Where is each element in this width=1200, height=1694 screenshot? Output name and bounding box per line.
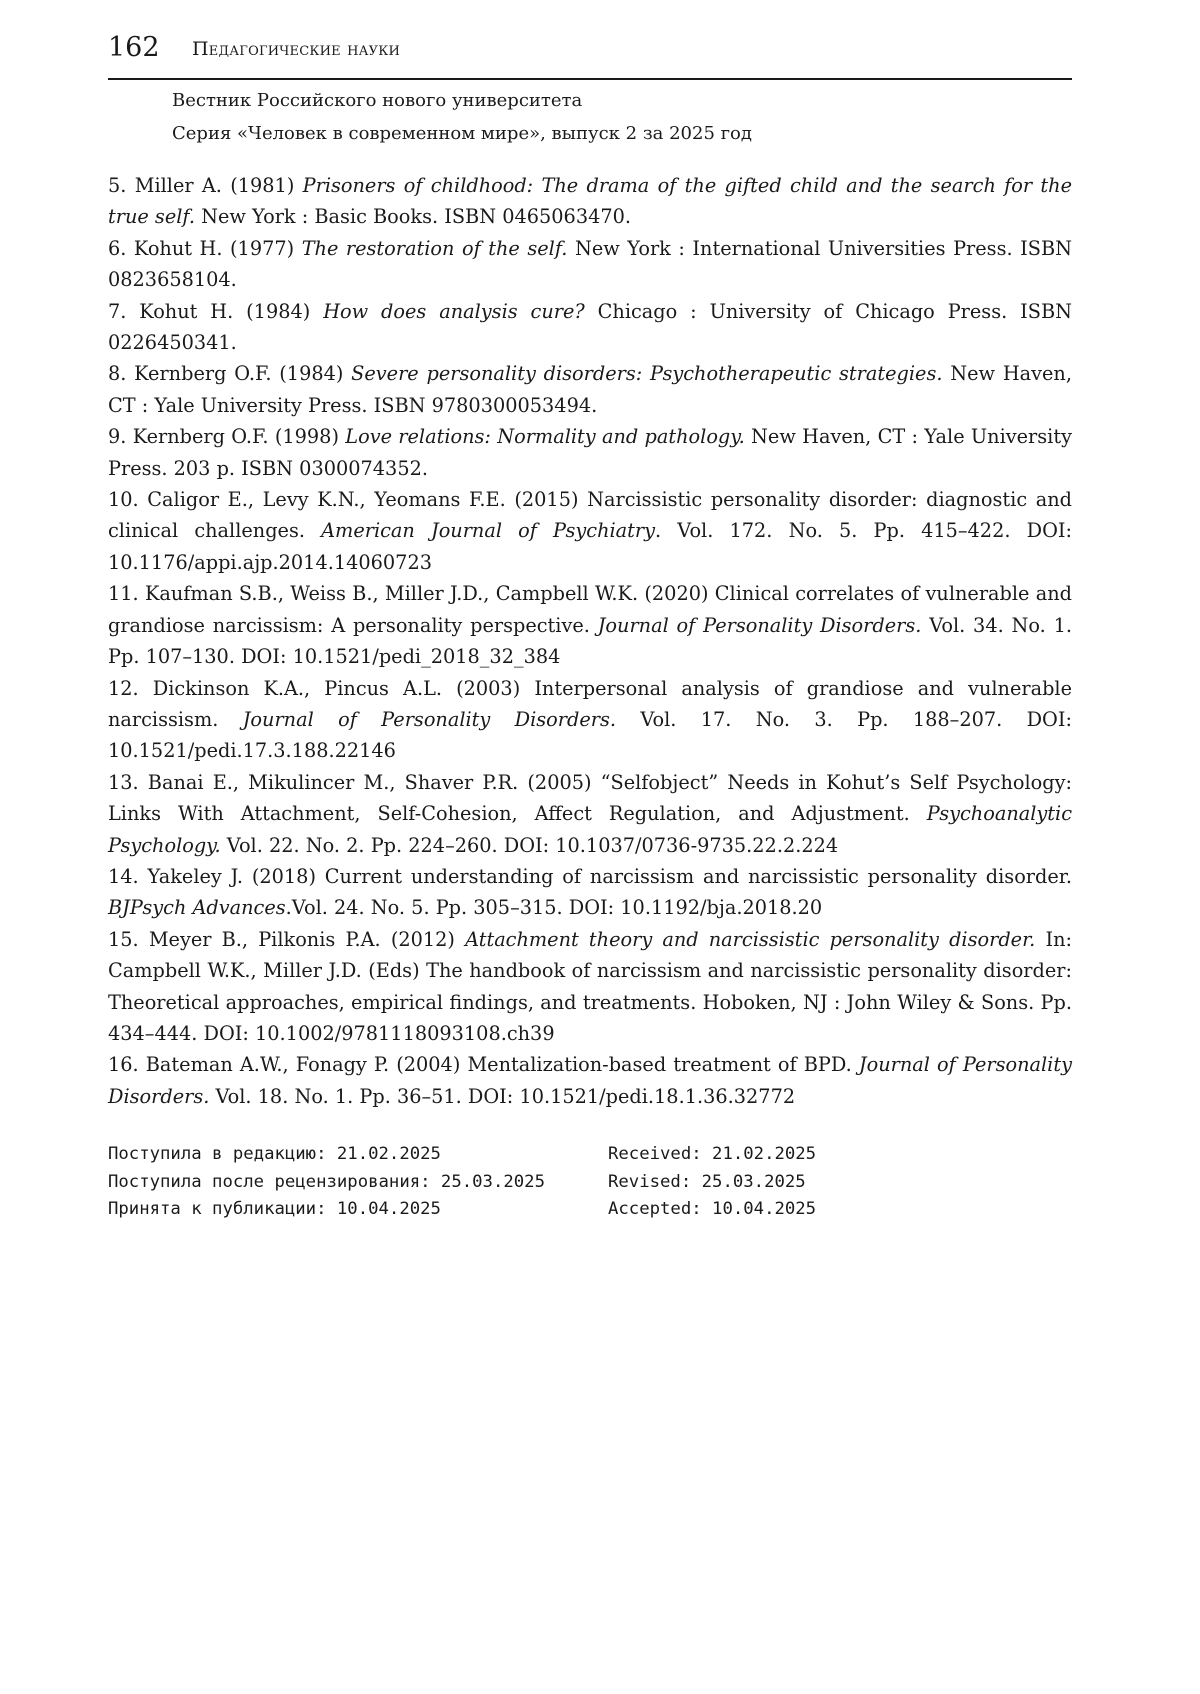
date-received-ru: Поступила в редакцию: 21.02.2025 bbox=[108, 1144, 441, 1164]
reference-text: 7. Kohut H. (1984) bbox=[108, 299, 324, 323]
reference-title-italic: Attachment theory and narcissistic personality disorder. bbox=[465, 927, 1036, 951]
reference-title-italic: Psychoanalytic Psychology. bbox=[108, 802, 1072, 857]
reference-text: 6. Kohut H. (1977) bbox=[108, 236, 302, 260]
reference-text: 5. Miller A. (1981) bbox=[108, 174, 303, 197]
reference-text: Vol. 18. No. 1. Pp. 36–51. DOI: 10.1521/pedi.18.1.36.32772 bbox=[209, 1084, 796, 1108]
reference-item bbox=[108, 924, 1072, 1050]
reference-item bbox=[108, 170, 1072, 233]
journal-info bbox=[172, 84, 752, 150]
date-accepted-en: Accepted: 10.04.2025 bbox=[608, 1199, 817, 1219]
reference-item bbox=[108, 1049, 1072, 1112]
journal-series: Серия «Человек в современном мире», выпуск 2 за 2025 год bbox=[172, 123, 752, 144]
reference-item bbox=[108, 861, 1072, 924]
reference-text: Vol. 34. No. 1. Pp. 107–130. DOI: 10.1521/pedi_2018_32_384 bbox=[108, 613, 1072, 669]
reference-item bbox=[108, 767, 1072, 861]
reference-title-italic: BJPsych Advances bbox=[108, 896, 286, 920]
reference-title-italic: Journal of Personality Disorders. bbox=[242, 707, 616, 731]
reference-title-italic: The restoration of the self. bbox=[301, 236, 568, 260]
reference-text: 11. Kaufman S.B., Weiss B., Miller J.D., Campbell W.K. (2020) Clinical correlates of vulnerable and grandiose narcissism: A personality perspective. bbox=[108, 582, 1072, 637]
reference-item bbox=[108, 673, 1072, 767]
date-revised-en: Revised: 25.03.2025 bbox=[608, 1171, 806, 1192]
reference-text: 8. Kernberg O.F. (1984) bbox=[108, 362, 352, 386]
reference-text: 16. Bateman A.W., Fonagy P. (2004) Mentalization-based treatment of BPD. bbox=[108, 1053, 859, 1077]
running-header bbox=[108, 28, 1072, 80]
reference-item bbox=[108, 578, 1072, 672]
date-accepted-ru: Принята к публикации: 10.04.2025 bbox=[108, 1199, 441, 1219]
reference-title-italic: Prisoners of childhood: The drama of the gifted child and the search for the true self. bbox=[108, 174, 1073, 229]
reference-text: 12. Dickinson K.A., Pincus A.L. (2003) Interpersonal analysis of grandiose and vulnerable narcissism. bbox=[108, 676, 1072, 731]
reference-list bbox=[108, 170, 1072, 1112]
journal-name: Вестник Российского нового университета bbox=[172, 90, 583, 111]
reference-text: 14. Yakeley J. (2018) Current understanding of narcissism and narcissistic personality disorder. bbox=[108, 864, 1072, 888]
dates-russian bbox=[108, 1141, 545, 1224]
date-received-en: Received: 21.02.2025 bbox=[608, 1144, 817, 1164]
reference-text: New Haven, CT : Yale University Press. ISBN 9780300053494. bbox=[108, 362, 1072, 417]
reference-text: New Haven, CT : Yale University Press. 203 p. ISBN 0300074352. bbox=[108, 425, 1072, 480]
reference-text: . Vol. 172. No. 5. Pp. 415–422. DOI: 10.1176/appi.ajp.2014.14060723 bbox=[108, 519, 1072, 574]
reference-title-italic: Journal of Personality Disorders. bbox=[108, 1053, 1072, 1108]
reference-text: .Vol. 24. No. 5. Pp. 305–315. DOI: 10.1192/bja.2018.20 bbox=[285, 896, 823, 920]
reference-title-italic: Love relations: Normality and pathology. bbox=[345, 425, 745, 449]
date-revised-ru: Поступила после рецензирования: 25.03.2025 bbox=[108, 1171, 545, 1192]
reference-title-italic: American Journal of Psychiatry bbox=[321, 519, 656, 543]
reference-title-italic: Journal of Personality Disorders. bbox=[597, 613, 922, 637]
reference-text: Chicago : University of Chicago Press. ISBN 0226450341. bbox=[108, 299, 1072, 355]
reference-text: 15. Meyer B., Pilkonis P.A. (2012) bbox=[108, 927, 466, 951]
reference-text: New York : Basic Books. ISBN 0465063470. bbox=[194, 205, 632, 229]
reference-item bbox=[108, 233, 1072, 296]
reference-item bbox=[108, 296, 1072, 359]
section-title: Педагогические науки bbox=[192, 38, 401, 60]
reference-title-italic: How does analysis cure? bbox=[323, 299, 585, 323]
reference-text: Vol. 17. No. 3. Pp. 188–207. DOI: 10.1521/pedi.17.3.188.22146 bbox=[108, 707, 1072, 763]
reference-item bbox=[108, 358, 1072, 421]
reference-title-italic: Severe personality disorders: Psychotherapeutic strategies. bbox=[351, 362, 943, 386]
reference-text: In: Campbell W.K., Miller J.D. (Eds) The handbook of narcissism and narcissistic personality disorder: Theoretical approaches, empirical findings, and treatments. Hoboken, NJ : John Wiley & Sons. Pp. 434–444. DOI: 10.1002/9781118093108.ch39 bbox=[108, 927, 1072, 1045]
reference-text: 9. Kernberg O.F. (1998) bbox=[108, 425, 346, 449]
reference-text: 13. Banai E., Mikulincer M., Shaver P.R. (2005) “Selfobject” Needs in Kohut’s Self Psychology: Links With Attachment, Self-Cohesion, Affect Regulation, and Adjustment. bbox=[108, 770, 1072, 826]
reference-text: Vol. 22. No. 2. Pp. 224–260. DOI: 10.1037/0736-9735.22.2.224 bbox=[220, 833, 839, 857]
page-number: 162 bbox=[108, 32, 160, 63]
reference-item bbox=[108, 421, 1072, 484]
reference-text: 10. Caligor E., Levy K.N., Yeomans F.E. (2015) Narcissistic personality disorder: diagnostic and clinical challenges. bbox=[108, 488, 1072, 543]
reference-item bbox=[108, 484, 1072, 578]
dates-english bbox=[608, 1141, 816, 1224]
reference-text: New York : International Universities Press. ISBN 0823658104. bbox=[108, 236, 1072, 292]
